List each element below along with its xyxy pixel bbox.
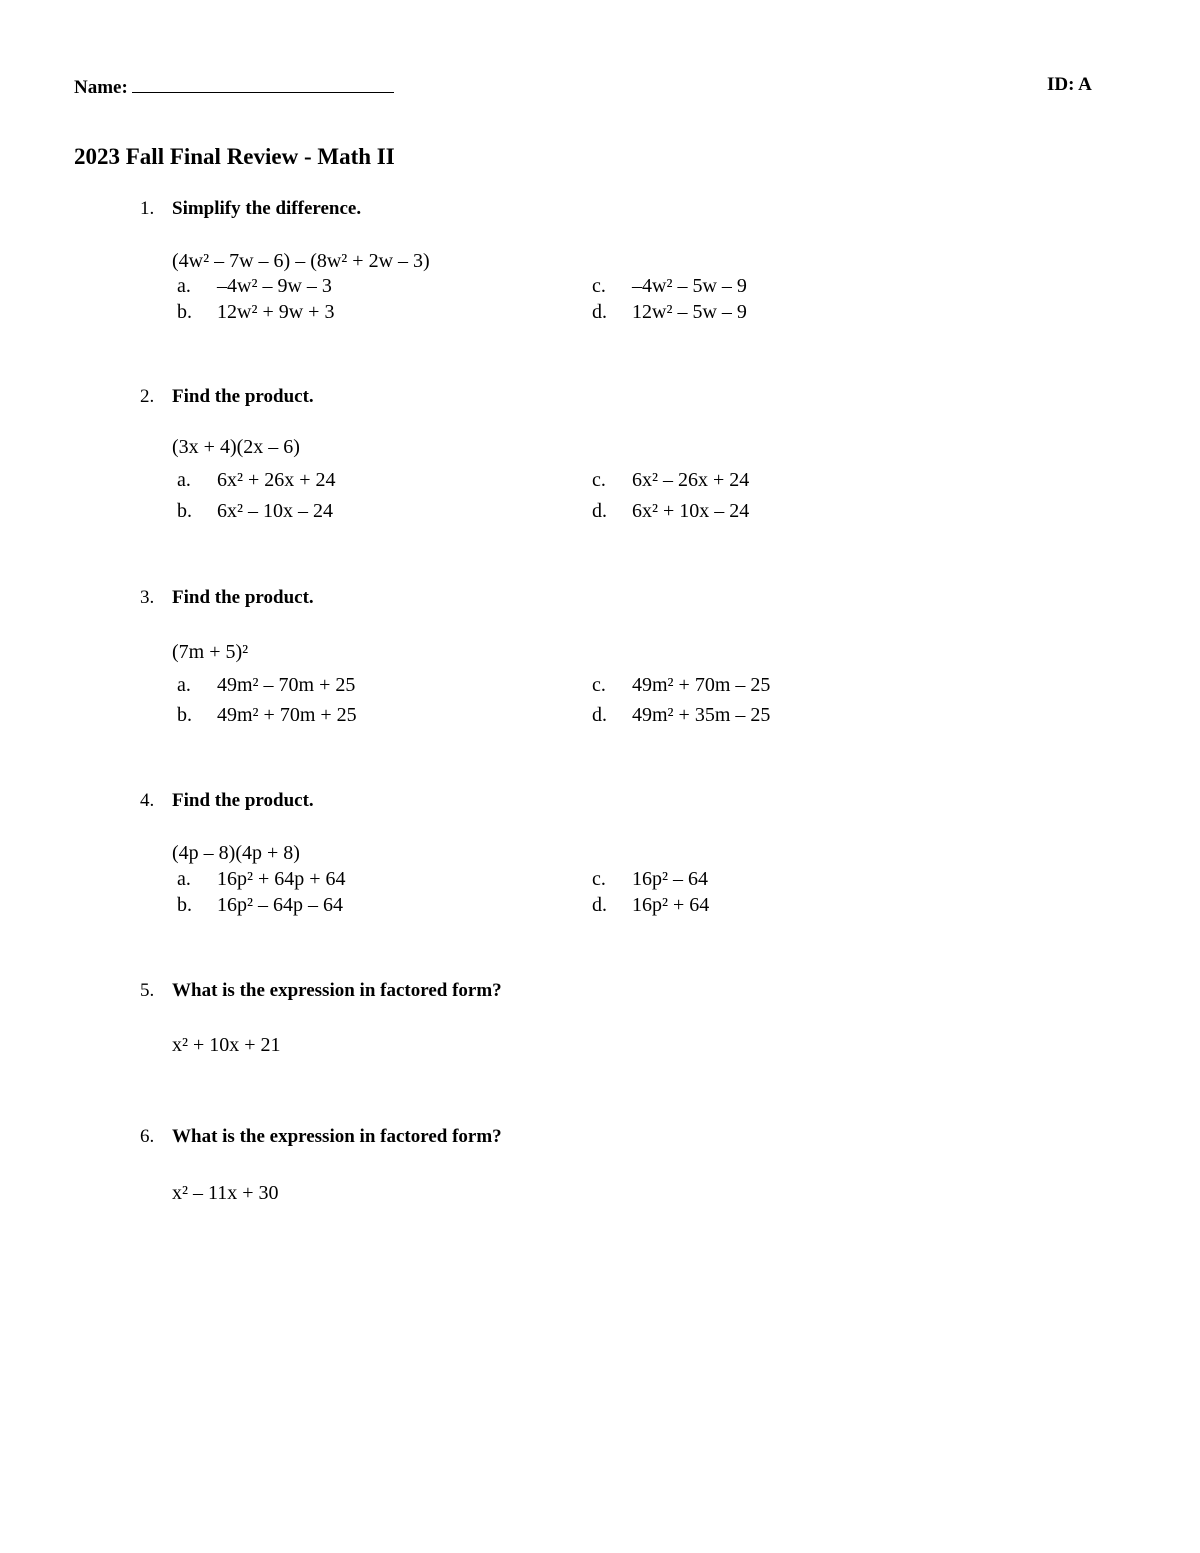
question-expression: (7m + 5)² xyxy=(172,641,249,663)
choice-letter: d. xyxy=(592,301,607,323)
question-4 xyxy=(140,790,1040,916)
choice-letter: b. xyxy=(177,301,192,323)
choice-text: 6x² – 26x + 24 xyxy=(632,469,750,491)
choice-letter: a. xyxy=(177,674,191,696)
choice-letter: c. xyxy=(592,275,606,297)
question-number: 4. xyxy=(140,790,155,811)
choice-c[interactable] xyxy=(592,868,708,891)
question-prompt: What is the expression in factored form? xyxy=(172,1126,502,1147)
choice-letter: a. xyxy=(177,868,191,890)
choice-a[interactable] xyxy=(177,275,332,298)
choice-letter: d. xyxy=(592,500,607,522)
choice-b[interactable] xyxy=(177,894,343,917)
choice-text: –4w² – 9w – 3 xyxy=(217,275,332,297)
choice-letter: a. xyxy=(177,469,191,491)
choice-text: 6x² – 10x – 24 xyxy=(217,500,333,522)
choice-b[interactable] xyxy=(177,704,357,727)
id-label: ID: A xyxy=(1047,74,1092,95)
choice-text: 6x² + 26x + 24 xyxy=(217,469,336,491)
choice-text: 16p² – 64 xyxy=(632,868,708,890)
choice-text: 16p² – 64p – 64 xyxy=(217,894,343,916)
choice-text: 49m² + 70m + 25 xyxy=(217,704,357,726)
choice-letter: b. xyxy=(177,500,192,522)
choice-letter: c. xyxy=(592,469,606,491)
choice-d[interactable] xyxy=(592,894,709,917)
choice-a[interactable] xyxy=(177,868,346,891)
question-prompt: Find the product. xyxy=(172,386,314,407)
choice-letter: a. xyxy=(177,275,191,297)
question-number: 2. xyxy=(140,386,155,407)
choice-text: 49m² – 70m + 25 xyxy=(217,674,356,696)
choice-d[interactable] xyxy=(592,500,749,523)
question-prompt: Find the product. xyxy=(172,790,314,811)
choice-d[interactable] xyxy=(592,704,770,727)
choice-letter: d. xyxy=(592,894,607,916)
choice-c[interactable] xyxy=(592,469,749,492)
name-field xyxy=(74,74,394,99)
name-blank-line[interactable] xyxy=(132,74,394,93)
choice-letter: c. xyxy=(592,868,606,890)
choice-text: 12w² – 5w – 9 xyxy=(632,301,747,323)
choice-text: 6x² + 10x – 24 xyxy=(632,500,750,522)
choice-a[interactable] xyxy=(177,469,336,492)
question-3 xyxy=(140,587,1040,726)
choice-text: 12w² + 9w + 3 xyxy=(217,301,335,323)
choice-text: 49m² + 70m – 25 xyxy=(632,674,771,696)
choice-a[interactable] xyxy=(177,674,355,697)
choice-d[interactable] xyxy=(592,301,747,324)
choice-letter: d. xyxy=(592,704,607,726)
choice-text: –4w² – 5w – 9 xyxy=(632,275,747,297)
question-number: 5. xyxy=(140,980,155,1001)
question-prompt: Simplify the difference. xyxy=(172,198,362,219)
question-number: 3. xyxy=(140,587,155,608)
choice-b[interactable] xyxy=(177,500,333,523)
choice-letter: c. xyxy=(592,674,606,696)
choice-b[interactable] xyxy=(177,301,334,324)
question-expression: (4p – 8)(4p + 8) xyxy=(172,842,300,864)
question-number: 1. xyxy=(140,198,155,219)
choice-letter: b. xyxy=(177,704,192,726)
question-expression: (3x + 4)(2x – 6) xyxy=(172,436,300,458)
choice-c[interactable] xyxy=(592,275,747,298)
question-2 xyxy=(140,386,1040,522)
question-expression: (4w² – 7w – 6) – (8w² + 2w – 3) xyxy=(172,250,430,272)
question-expression: x² + 10x + 21 xyxy=(172,1034,281,1056)
question-prompt: Find the product. xyxy=(172,587,314,608)
question-6 xyxy=(140,1126,1040,1204)
question-5 xyxy=(140,980,1040,1056)
question-prompt: What is the expression in factored form? xyxy=(172,980,502,1001)
question-expression: x² – 11x + 30 xyxy=(172,1182,279,1204)
choice-text: 16p² + 64 xyxy=(632,894,710,916)
choice-text: 49m² + 35m – 25 xyxy=(632,704,771,726)
choice-c[interactable] xyxy=(592,674,770,697)
choice-letter: b. xyxy=(177,894,192,916)
question-number: 6. xyxy=(140,1126,155,1147)
name-label: Name: xyxy=(74,77,128,98)
page-title: 2023 Fall Final Review - Math II xyxy=(74,144,395,169)
question-1 xyxy=(140,198,1040,323)
choice-text: 16p² + 64p + 64 xyxy=(217,868,346,890)
